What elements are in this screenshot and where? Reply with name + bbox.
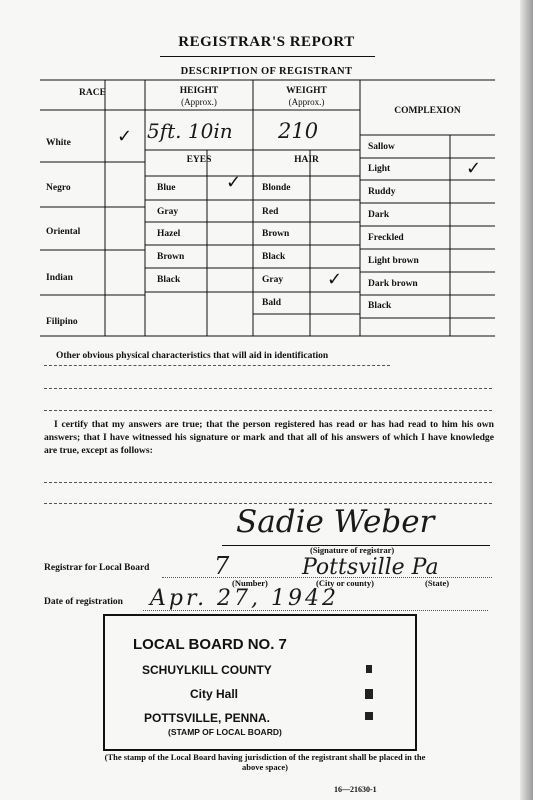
- hair-blonde: Blonde: [262, 183, 291, 193]
- race-header: RACE: [79, 88, 106, 98]
- stamp-board-number: LOCAL BOARD NO. 7: [133, 636, 287, 653]
- registrar-signature: Sadie Weber: [236, 504, 435, 540]
- complexion-black: Black: [368, 301, 392, 311]
- board-city: Pottsville Pa: [302, 555, 439, 580]
- check-mark-light-complexion: ✓: [466, 158, 482, 179]
- form-number: 16—21630-1: [334, 785, 377, 794]
- stamp-note: (The stamp of the Local Board having jurisdiction of the registrant shall be placed in the above space): [104, 752, 426, 772]
- race-oriental: Oriental: [46, 227, 81, 237]
- eyes-brown: Brown: [157, 252, 185, 262]
- stamp-city: POTTSVILLE, PENNA.: [144, 711, 271, 725]
- complexion-freckled: Freckled: [368, 233, 404, 243]
- check-mark-white: ✓: [117, 126, 133, 147]
- weight-header: WEIGHT: [286, 86, 327, 96]
- eyes-gray: Gray: [157, 207, 179, 217]
- certification-text: I certify that my answers are true; that the person registered has read or has had read to him his own answers; that I have witnessed his signature or mark and that all of his answers of which I have knowledge are true, except as follows:: [44, 419, 494, 456]
- complexion-light-brown: Light brown: [368, 256, 419, 266]
- number-caption: (Number): [232, 578, 268, 588]
- complexion-dark-brown: Dark brown: [368, 279, 418, 289]
- date-label: Date of registration: [44, 597, 123, 607]
- complexion-ruddy: Ruddy: [368, 187, 396, 197]
- hair-red: Red: [262, 207, 279, 217]
- hair-bald: Bald: [262, 298, 282, 308]
- other-characteristics-label: Other obvious physical characteristics that will aid in identification: [56, 351, 329, 361]
- hair-gray: Gray: [262, 275, 284, 285]
- state-caption: (State): [425, 578, 450, 588]
- signature-caption: (Signature of registrar): [310, 545, 395, 555]
- race-white: White: [46, 138, 71, 148]
- date-value: Apr. 27, 1942: [150, 586, 340, 611]
- race-filipino: Filipino: [46, 317, 78, 327]
- page-edge-shadow: [520, 0, 533, 800]
- characteristics-line: [44, 388, 492, 389]
- hair-header: HAIR: [294, 155, 319, 165]
- height-value: 5ft. 10in: [147, 119, 233, 143]
- race-indian: Indian: [46, 273, 73, 283]
- stamp-caption: (STAMP OF LOCAL BOARD): [168, 727, 282, 737]
- complexion-header: COMPLEXION: [394, 106, 461, 116]
- stamp-city-hall: City Hall: [190, 687, 239, 701]
- date-line: [143, 610, 488, 611]
- eyes-header: EYES: [186, 155, 212, 165]
- stamp-smudge: [365, 712, 373, 720]
- description-subtitle: DESCRIPTION OF REGISTRANT: [180, 66, 353, 77]
- hair-black: Black: [262, 252, 286, 262]
- board-number: 7: [214, 552, 230, 580]
- hair-brown: Brown: [262, 229, 290, 239]
- weight-approx: (Approx.): [288, 97, 325, 107]
- stamp-smudge: [366, 665, 372, 673]
- stamp-county: SCHUYLKILL COUNTY: [142, 663, 272, 677]
- complexion-light: Light: [368, 164, 391, 174]
- complexion-sallow: Sallow: [368, 142, 395, 152]
- certification-line: [44, 482, 492, 483]
- city-caption: (City or county): [316, 578, 374, 588]
- characteristics-line: [44, 365, 390, 366]
- eyes-blue: Blue: [157, 183, 176, 193]
- report-title: REGISTRAR'S REPORT: [178, 34, 355, 50]
- height-approx: (Approx.): [181, 97, 217, 107]
- weight-value: 210: [278, 119, 319, 143]
- eyes-black: Black: [157, 275, 181, 285]
- complexion-dark: Dark: [368, 210, 390, 220]
- check-mark-blue-eyes: ✓: [226, 172, 242, 193]
- height-header: HEIGHT: [179, 86, 219, 96]
- characteristics-line: [44, 410, 492, 411]
- eyes-hazel: Hazel: [157, 229, 181, 239]
- race-negro: Negro: [46, 183, 71, 193]
- registrar-board-label: Registrar for Local Board: [44, 563, 150, 573]
- check-mark-gray-hair: ✓: [327, 269, 343, 290]
- stamp-smudge: [365, 689, 373, 699]
